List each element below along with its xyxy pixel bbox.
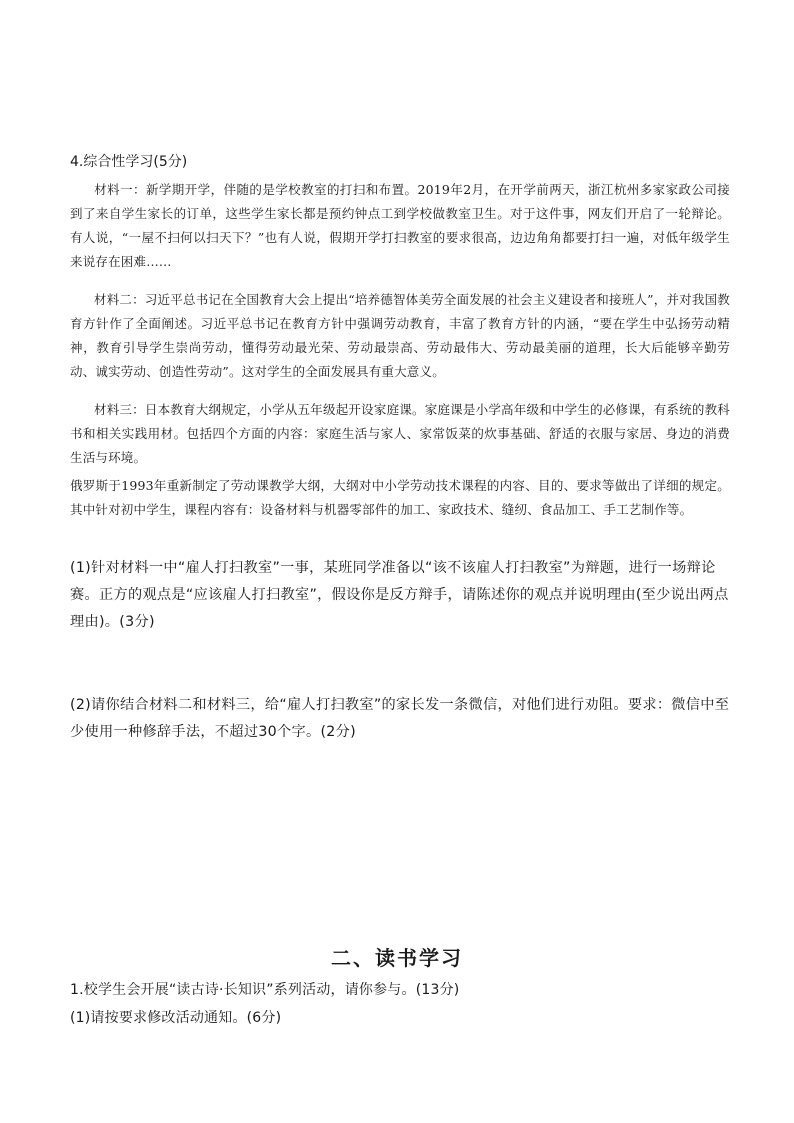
- material-2-text: 材料二：习近平总书记在全国教育大会上提出“培养德智体美劳全面发展的社会主义建设者和接班人”，并对我国教育方针作了全面阐述。习近平总书记在教育方针中强调劳动教育，丰富了教育方针的内涵，“要在学生中弘扬劳动精神，教育引导学生崇尚劳动，懂得劳动最光荣、劳动最崇高、劳动最伟大、劳动最美丽的道理，长大后能够辛勤劳动、诚实劳动、创造性劳动”。这对学生的全面发展具有重大意义。: [70, 292, 730, 379]
- material-3-continued: 俄罗斯于1993年重新制定了劳动课教学大纲，大纲对中小学劳动技术课程的内容、目的、要求等做出了详细的规定。其中针对初中学生，课程内容有：设备材料与机器零部件的加工、家政技术、缝纫、食品加工、手工艺制作等。: [70, 478, 730, 517]
- section-2-item-1-sub-1: (1)请按要求修改活动通知。(6分): [70, 1010, 282, 1026]
- section-heading: 二、读书学习: [331, 946, 463, 970]
- sub-question-2: (2)请你结合材料二和材料三，给“雇人打扫教室”的家长发一条微信，对他们进行劝阻。要求：微信中至少使用一种修辞手法，不超过30个字。(2分): [70, 697, 730, 740]
- material-3-text: 材料三：日本教育大纲规定，小学从五年级起开设家庭课。家庭课是小学高年级和中学生的必修课，有系统的教科书和相关实践用材。包括四个方面的内容：家庭生活与家人、家常饭菜的炊事基础、舒适的衣服与家居、身边的消费生活与环境。: [70, 402, 730, 465]
- question-4-title: 4.综合性学习(5分): [70, 154, 188, 170]
- material-1: [70, 178, 730, 274]
- material-2: [70, 288, 730, 384]
- sub-question-1: (1)针对材料一中“雇人打扫教室”一事，某班同学准备以“该不该雇人打扫教室”为辩题，进行一场辩论赛。正方的观点是“应该雇人打扫教室”，假设你是反方辩手，请陈述你的观点并说明理由(至少说出两点理由)。(3分): [70, 560, 729, 630]
- material-1-text: 材料一：新学期开学，伴随的是学校教室的打扫和布置。2019年2月，在开学前两天，浙江杭州多家家政公司接到了来自学生家长的订单，这些学生家长都是预约钟点工到学校做教室卫生。对于这件事，网友们开启了一轮辩论。有人说，“一屋不扫何以扫天下？”也有人说，假期开学打扫教室的要求很高，边边角角都要打扫一遍，对低年级学生来说存在困难……: [70, 182, 730, 269]
- section-2-item-1: 1.校学生会开展“读古诗·长知识”系列活动，请你参与。(13分): [70, 982, 460, 998]
- material-3: [70, 398, 730, 470]
